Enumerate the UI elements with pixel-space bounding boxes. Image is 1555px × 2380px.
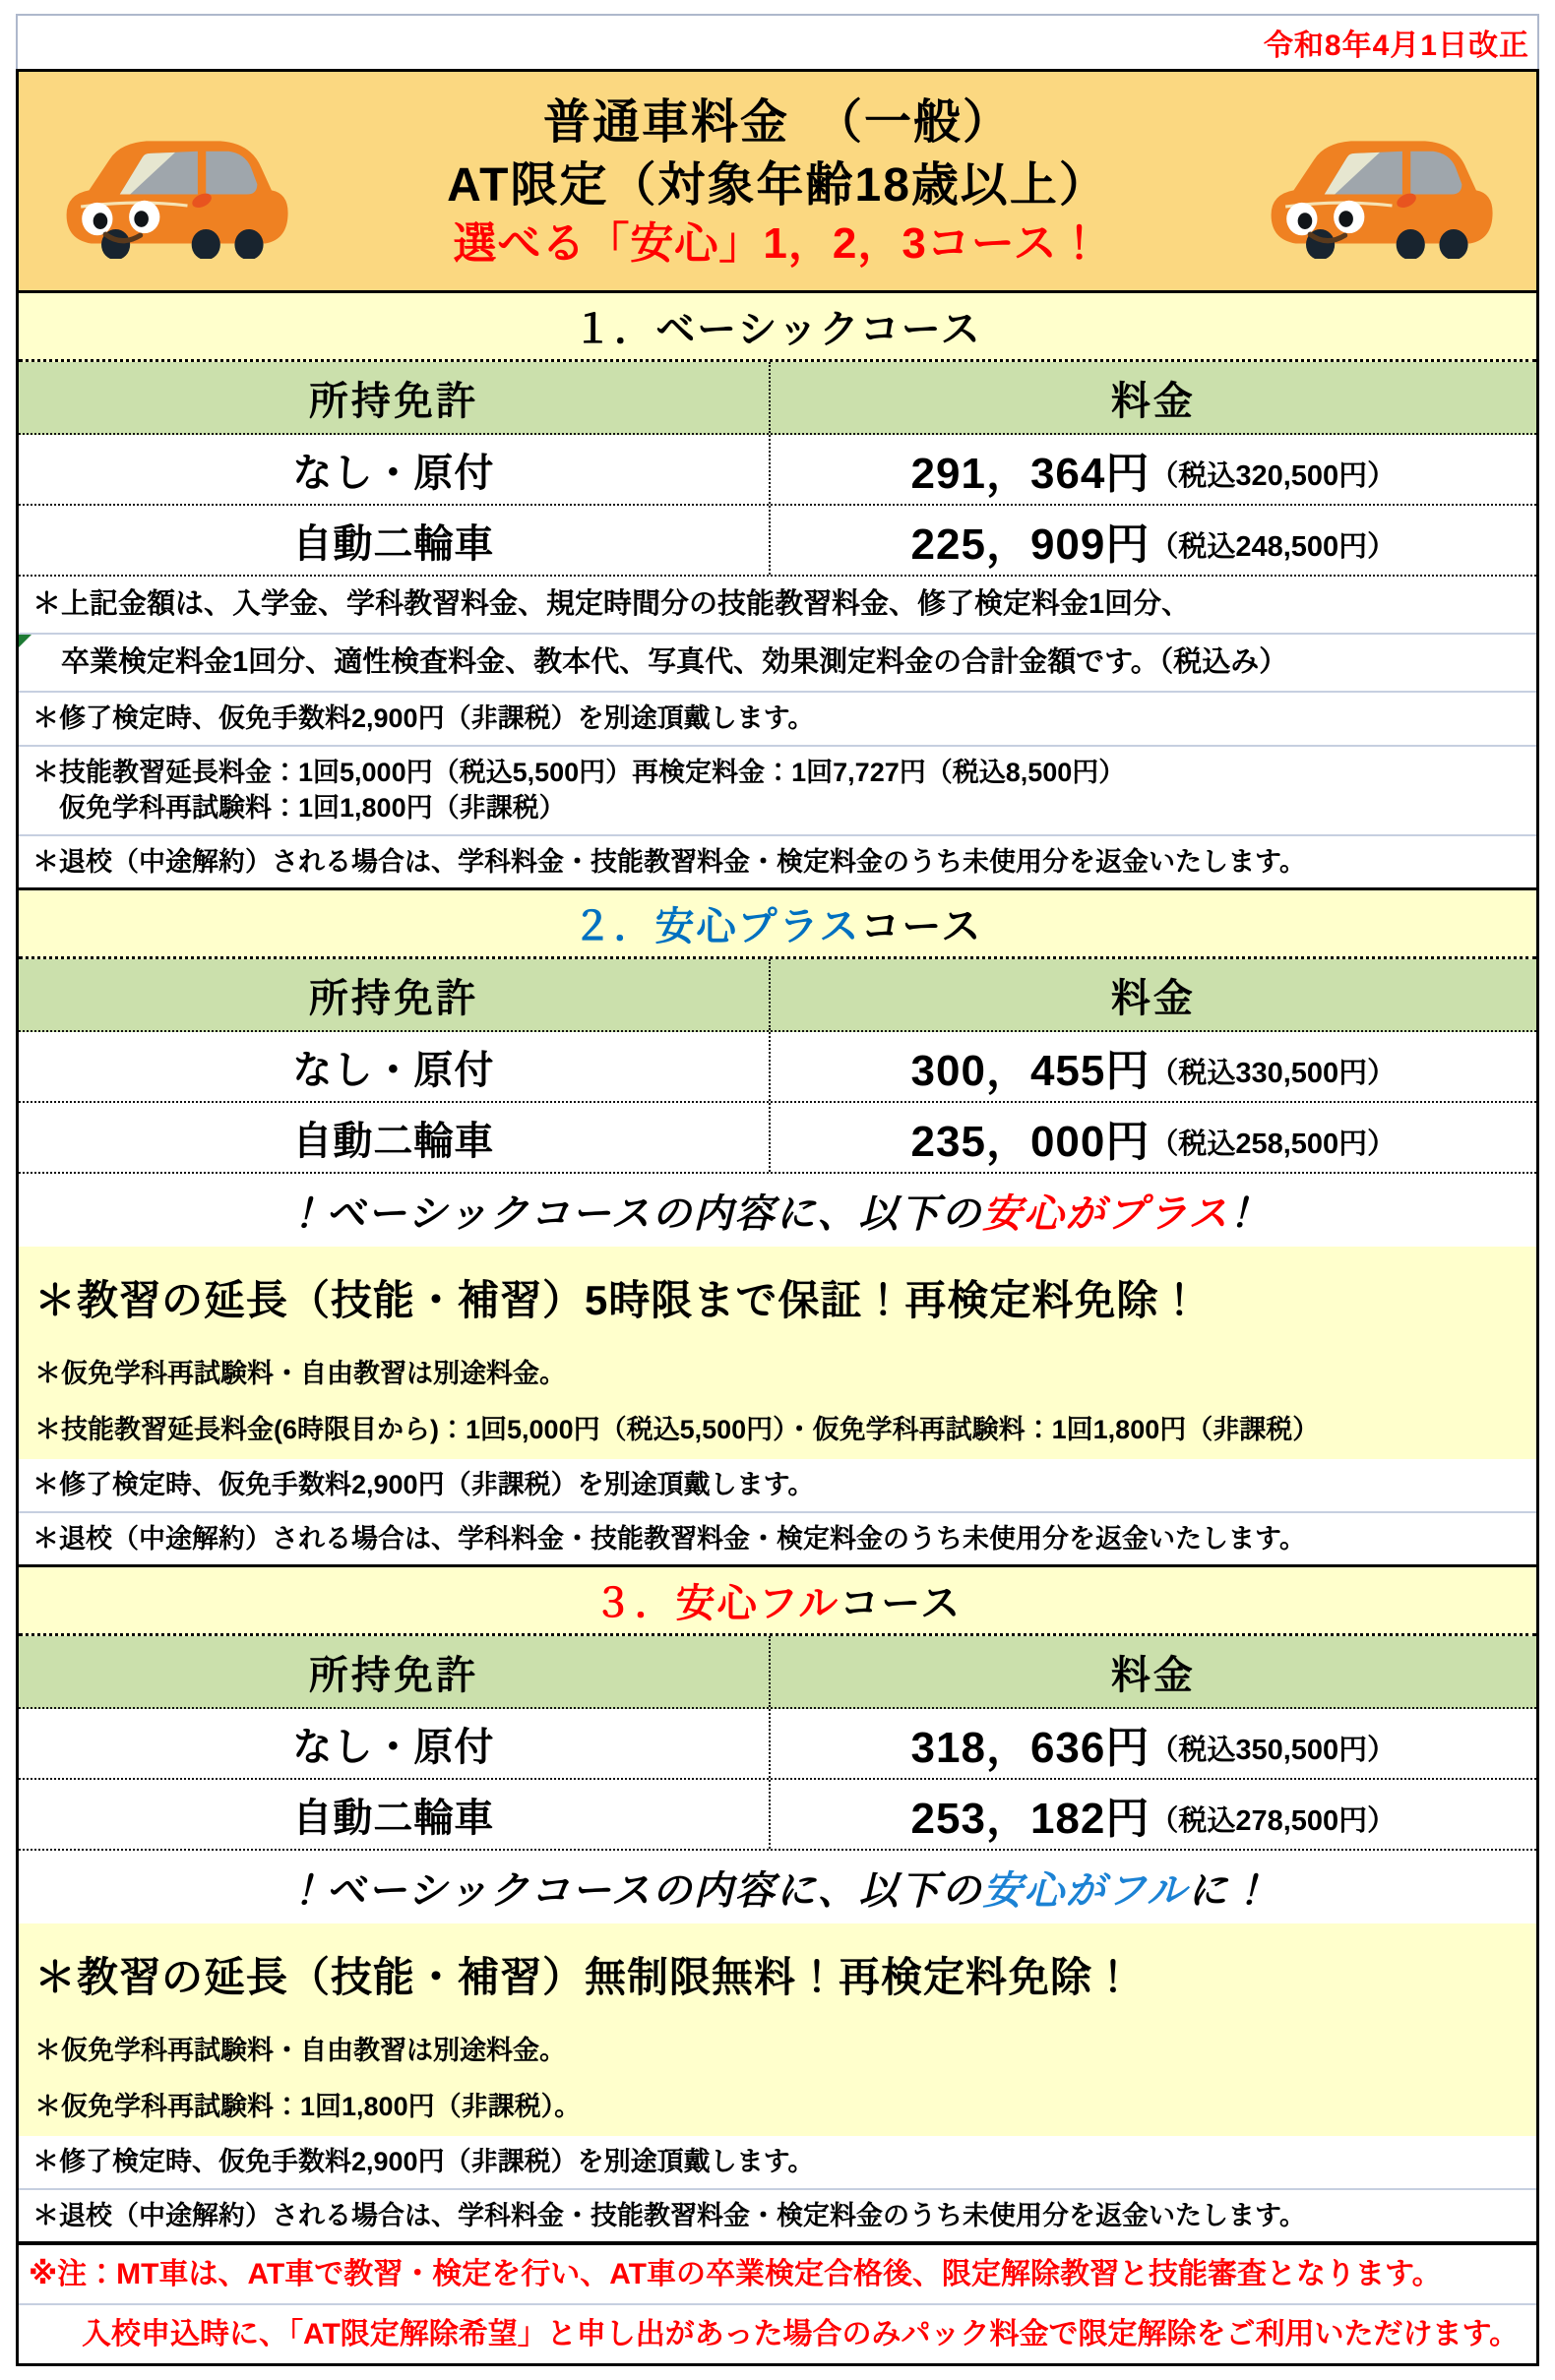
- car-icon: [1257, 103, 1503, 259]
- license-cell: 自動二輪車: [292, 1796, 495, 1840]
- price-amount: 225，909円: [910, 520, 1151, 569]
- note-line: ＊退校（中途解約）される場合は、学科料金・技能教習料金・検定料金のうち未使用分を返金いたします。: [19, 2188, 1536, 2241]
- price-tax: （税込258,500円）: [1150, 1128, 1397, 1160]
- note-line: 卒業検定料金1回分、適性検査料金、教本代、写真代、効果測定料金の合計金額です。（税込み）: [19, 633, 1536, 691]
- license-cell: なし・原付: [292, 1725, 495, 1769]
- warning-line: ※注：MT車は、AT車で教習・検定を行い、AT車の卒業検定合格後、限定解除教習と技能審査となります。: [29, 2258, 1442, 2291]
- price-amount: 253，182円: [910, 1795, 1151, 1844]
- price-tax: （税込320,500円）: [1150, 459, 1397, 492]
- course-number: ３．: [592, 1582, 676, 1626]
- course-basic: [19, 290, 1536, 887]
- price-amount: 300，455円: [910, 1047, 1151, 1096]
- price-cell: [769, 506, 1536, 575]
- course-anshin-full: [19, 1564, 1536, 2241]
- note-line: ＊技能教習延長料金(6時限目から)：1回5,000円（税込5,500円）・仮免学科再試験料：1回1,800円（非課税）: [34, 1415, 1320, 1445]
- price-sheet: [16, 69, 1539, 2366]
- page-title: 普通車料金 （一般）: [542, 96, 1012, 150]
- course-tagline: 選べる「安心」1，2，3コース！: [453, 218, 1102, 268]
- license-cell: なし・原付: [292, 1048, 495, 1092]
- note-line-part: ＊技能教習延長料金：1回5,000円（税込5,500円）再検定料金：1回7,727円（税込8,500円）: [32, 757, 1126, 787]
- highlight-headline: ＊教習の延長（技能・補習）無制限無料！再検定料免除！: [34, 1954, 1136, 2001]
- highlight-block: [19, 1923, 1536, 2136]
- table-header-row: [19, 1636, 1536, 1709]
- callout-anshin-full: [19, 1851, 1536, 1923]
- course-title-anshin-full: [19, 1567, 1536, 1636]
- table-row: [19, 1032, 1536, 1103]
- price-amount: 235，000円: [910, 1118, 1151, 1167]
- highlight-headline: ＊教習の延長（技能・補習）5時限まで保証！再検定料免除！: [34, 1277, 1202, 1324]
- note-line: [19, 745, 1536, 834]
- col-header-license: 所持免許: [308, 976, 478, 1020]
- callout-anshin-plus: [19, 1174, 1536, 1247]
- mt-restriction-warning: [19, 2241, 1536, 2363]
- table-row: [19, 1780, 1536, 1851]
- table-row: [19, 506, 1536, 577]
- course-name: 安心フル: [675, 1582, 840, 1626]
- page-subtitle: AT限定（対象年齢18歳以上）: [447, 158, 1108, 212]
- highlight-block: [19, 1247, 1536, 1459]
- hero-header: [19, 72, 1536, 290]
- col-header-price: 料金: [769, 362, 1536, 433]
- col-header-license: 所持免許: [308, 379, 478, 423]
- hero-titles: [298, 92, 1257, 271]
- price-amount: 291，364円: [910, 450, 1151, 498]
- top-band: [16, 14, 1539, 69]
- course-anshin-plus: [19, 887, 1536, 1564]
- course-number: ２．: [572, 905, 655, 949]
- notes-anshin-full: [19, 2136, 1536, 2241]
- callout-emphasis: 安心がフル: [982, 1868, 1188, 1913]
- callout-emphasis: 安心がプラス: [982, 1191, 1230, 1236]
- callout-pre: ！ベーシックコースの内容に、以下の: [283, 1868, 983, 1913]
- price-amount: 318，636円: [910, 1724, 1151, 1773]
- col-header-price: 料金: [769, 959, 1536, 1030]
- price-cell: [769, 1780, 1536, 1849]
- col-header-license: 所持免許: [308, 1653, 478, 1697]
- note-line: ＊修了検定時、仮免手数料2,900円（非課税）を別途頂戴します。: [19, 2136, 1536, 2187]
- license-cell: なし・原付: [292, 451, 495, 495]
- license-cell: 自動二輪車: [292, 1119, 495, 1163]
- callout-post: に！: [1188, 1868, 1271, 1913]
- course-number: １．: [573, 308, 656, 351]
- note-line: ＊修了検定時、仮免手数料2,900円（非課税）を別途頂戴します。: [19, 1459, 1536, 1510]
- callout-pre: ！ベーシックコースの内容に、以下の: [283, 1191, 983, 1236]
- col-header-price: 料金: [769, 1636, 1536, 1707]
- course-name: 安心プラス: [654, 905, 861, 949]
- note-line: ＊仮免学科再試験料・自由教習は別途料金。: [34, 2036, 566, 2066]
- note-line: ＊仮免学科再試験料・自由教習は別途料金。: [34, 1359, 566, 1389]
- price-cell: [769, 435, 1536, 504]
- car-icon-left: [52, 103, 298, 259]
- note-line: ＊仮免学科再試験料：1回1,800円（非課税）。: [34, 2092, 582, 2122]
- price-tax: （税込330,500円）: [1150, 1057, 1397, 1089]
- table-row: [19, 435, 1536, 506]
- notes-anshin-plus: [19, 1459, 1536, 1564]
- price-table-anshin-full: [19, 1636, 1536, 1851]
- callout-post: ！: [1229, 1191, 1272, 1236]
- note-line-part: 仮免学科再試験料：1回1,800円（非課税）: [32, 793, 566, 824]
- note-line: ＊退校（中途解約）される場合は、学科料金・技能教習料金・検定料金のうち未使用分を返金いたします。: [19, 834, 1536, 887]
- table-header-row: [19, 362, 1536, 435]
- price-tax: （税込248,500円）: [1150, 530, 1397, 563]
- note-line: ＊修了検定時、仮免手数料2,900円（非課税）を別途頂戴します。: [19, 691, 1536, 744]
- course-title-basic: [19, 293, 1536, 362]
- price-tax: （税込350,500円）: [1150, 1734, 1397, 1766]
- price-cell: [769, 1103, 1536, 1172]
- price-table-basic: [19, 362, 1536, 577]
- table-row: [19, 1103, 1536, 1174]
- car-icon: [52, 103, 298, 259]
- price-table-anshin-plus: [19, 959, 1536, 1174]
- warning-line: 入校申込時に、「AT限定解除希望」と申し出があった場合のみパック料金で限定解除をご利用いただけます。: [19, 2303, 1536, 2363]
- price-cell: [769, 1709, 1536, 1778]
- table-header-row: [19, 959, 1536, 1032]
- course-name: ベーシックコース: [655, 308, 982, 351]
- car-icon-right: [1257, 103, 1503, 259]
- price-cell: [769, 1032, 1536, 1101]
- price-tax: （税込278,500円）: [1150, 1804, 1397, 1837]
- note-line: ＊退校（中途解約）される場合は、学科料金・技能教習料金・検定料金のうち未使用分を返金いたします。: [19, 1511, 1536, 1564]
- course-name-suffix: コース: [840, 1582, 963, 1626]
- note-line: ＊上記金額は、入学金、学科教習料金、規定時間分の技能教習料金、修了検定料金1回分、: [19, 577, 1536, 633]
- course-title-anshin-plus: [19, 890, 1536, 959]
- revision-date: 令和8年4月1日改正: [1263, 30, 1529, 62]
- license-cell: 自動二輪車: [292, 521, 495, 566]
- notes-basic: [19, 577, 1536, 887]
- course-name-suffix: コース: [860, 905, 983, 949]
- table-row: [19, 1709, 1536, 1780]
